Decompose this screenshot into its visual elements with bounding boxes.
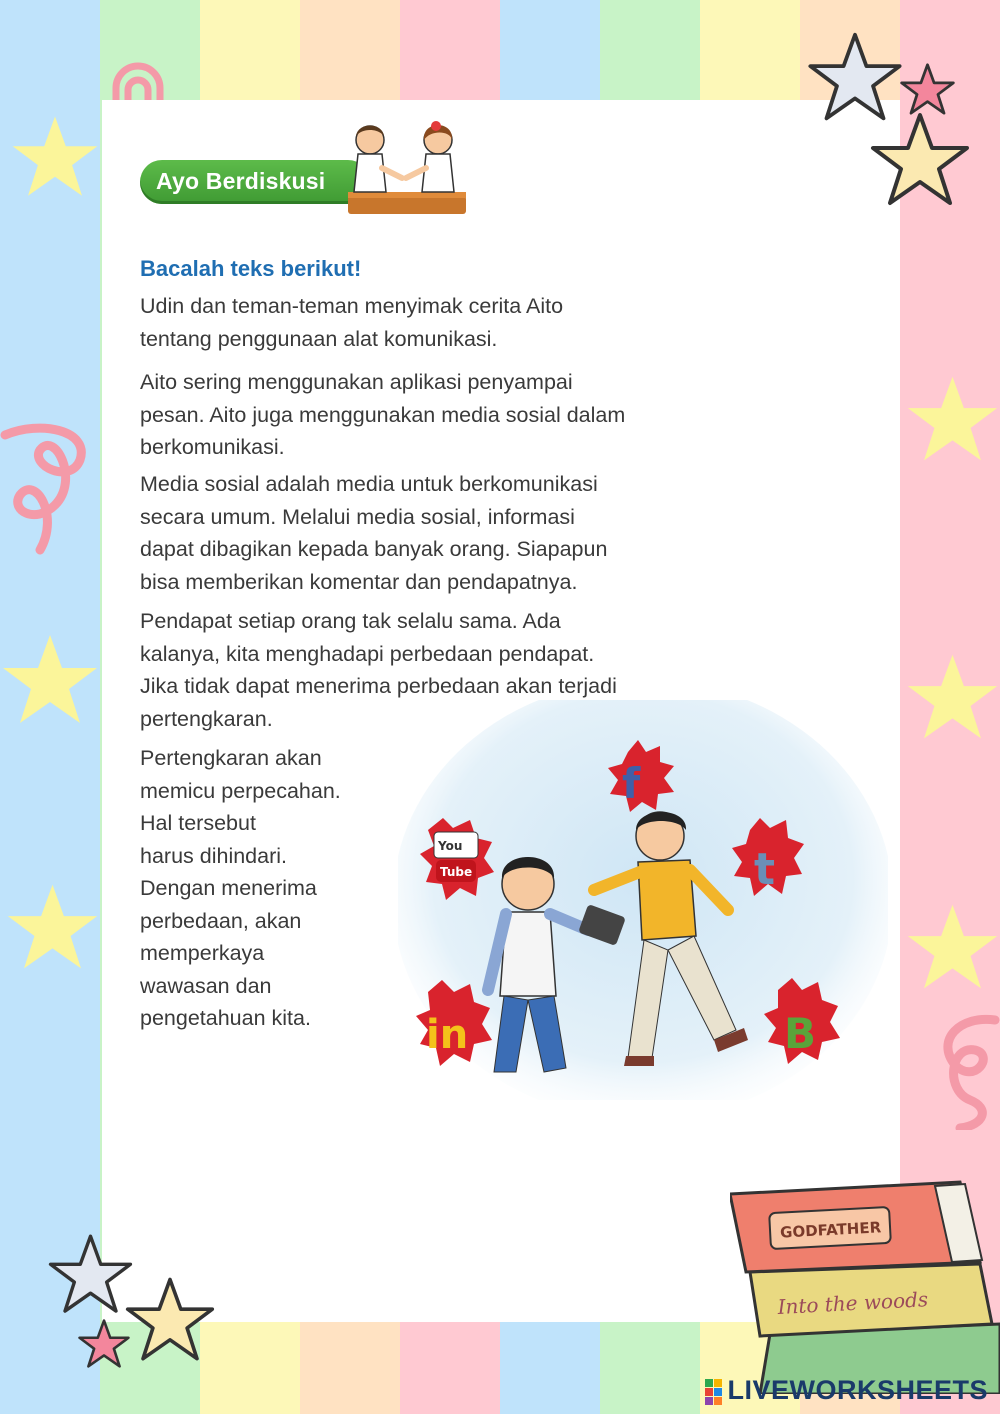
text-line: memicu perpecahan. bbox=[140, 778, 341, 803]
book-title-into-the-woods: Into the woods bbox=[777, 1287, 929, 1319]
liveworksheets-logo[interactable] bbox=[705, 1375, 988, 1406]
book-title-godfather: GODFATHER bbox=[779, 1218, 882, 1242]
twitter-letter: t bbox=[754, 844, 776, 895]
star-decoration-icon bbox=[10, 112, 100, 202]
linkedin-letter: in bbox=[426, 1012, 469, 1058]
text-line: secara umum. Melalui media sosial, informasi bbox=[140, 504, 575, 529]
youtube-you: You bbox=[438, 839, 463, 853]
text-line: pertengkaran. bbox=[140, 706, 273, 731]
text-line: Jika tidak dapat menerima perbedaan akan terjadi bbox=[140, 674, 617, 698]
text-line: memperkaya bbox=[140, 941, 265, 965]
star-outline-icon bbox=[78, 1318, 130, 1370]
stacked-books-icon bbox=[730, 1164, 1000, 1394]
text-line: tentang penggunaan alat komunikasi. bbox=[140, 326, 498, 351]
star-outline-icon bbox=[900, 62, 955, 117]
youtube-tube: Tube bbox=[440, 865, 473, 879]
text-line: Dengan menerima bbox=[140, 876, 317, 900]
header-title: Ayo Berdiskusi bbox=[156, 168, 326, 194]
section-header bbox=[140, 118, 470, 218]
star-decoration-icon bbox=[905, 650, 1000, 745]
text-line: pengetahuan kita. bbox=[140, 1006, 311, 1030]
text-line: dapat dibagikan kepada banyak orang. Siapapun bbox=[140, 537, 608, 561]
liveworksheets-logo-text: LIVEWORKSHEETS bbox=[727, 1375, 988, 1405]
paragraph-3 bbox=[140, 468, 800, 598]
text-line: Hal tersebut bbox=[140, 811, 256, 835]
facebook-letter: f bbox=[622, 759, 641, 808]
paragraph-5 bbox=[140, 742, 395, 1035]
kids-discussing-icon bbox=[338, 118, 468, 218]
text-line: Udin dan teman-teman menyimak cerita Aito bbox=[140, 294, 564, 318]
text-line: perbedaan, akan bbox=[140, 908, 302, 933]
text-line: kalanya, kita menghadapi perbedaan pendapat. bbox=[140, 641, 595, 666]
text-line: pesan. Aito juga menggunakan media sosial dalam bbox=[140, 402, 626, 427]
text-line: Media sosial adalah media untuk berkomunikasi bbox=[140, 472, 598, 496]
paragraph-1 bbox=[140, 290, 800, 355]
blogger-letter: B bbox=[784, 1009, 817, 1058]
star-decoration-icon bbox=[5, 880, 100, 975]
star-outline-icon bbox=[125, 1275, 215, 1365]
paragraph-2 bbox=[140, 366, 800, 464]
text-line: harus dihindari. bbox=[140, 843, 288, 868]
star-outline-icon bbox=[870, 110, 970, 210]
star-decoration-icon bbox=[905, 372, 1000, 467]
star-decoration-icon bbox=[0, 630, 100, 730]
swirl-squiggle-icon bbox=[0, 420, 95, 560]
text-line: Pendapat setiap orang tak selalu sama. Ada bbox=[140, 609, 561, 633]
star-decoration-icon bbox=[905, 900, 1000, 995]
text-line: bisa memberikan komentar dan pendapatnya. bbox=[140, 569, 578, 594]
text-line: Aito sering menggunakan aplikasi penyampai bbox=[140, 370, 573, 394]
text-line: wawasan dan bbox=[140, 973, 272, 998]
liveworksheets-mark-icon bbox=[705, 1377, 723, 1405]
instruction-text: Bacalah teks berikut! bbox=[140, 256, 362, 281]
social-media-argument-illustration bbox=[398, 700, 888, 1100]
text-line: Pertengkaran akan bbox=[140, 746, 322, 770]
swirl-squiggle-icon bbox=[930, 1010, 1000, 1130]
star-outline-icon bbox=[48, 1232, 133, 1317]
text-line: berkomunikasi. bbox=[140, 435, 285, 459]
